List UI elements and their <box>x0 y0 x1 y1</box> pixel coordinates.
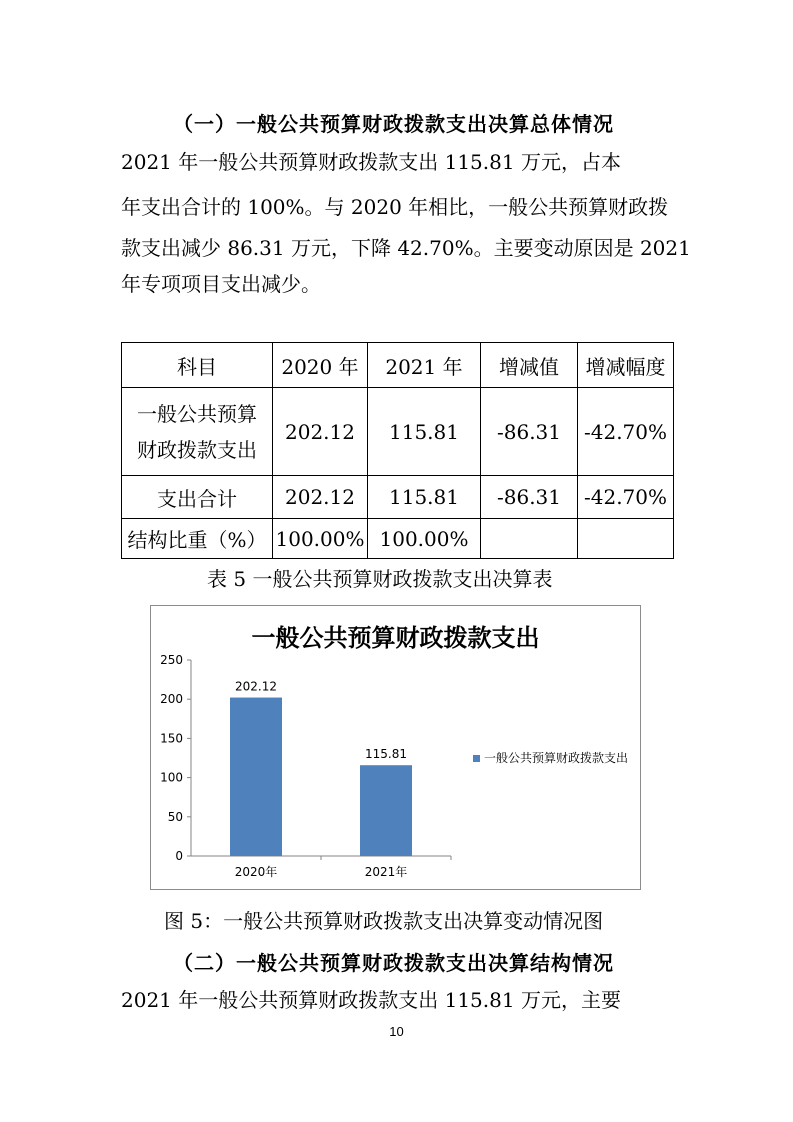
bar-data-label: 115.81 <box>365 747 407 762</box>
row-label-line: 一般公共预算 <box>137 401 257 426</box>
y-tick-label: 250 <box>160 653 183 667</box>
legend-swatch <box>473 755 480 762</box>
table-row <box>122 476 674 519</box>
cell-rate: -42.70% <box>578 388 674 476</box>
page-number: 10 <box>389 1024 404 1039</box>
table-header-row <box>122 343 674 388</box>
row-label: 结构比重（%） <box>122 519 273 559</box>
row-label: 支出合计 <box>122 476 273 519</box>
bar-chart <box>151 606 640 889</box>
row-label <box>122 388 273 476</box>
header-cell-change: 增减值 <box>481 343 578 388</box>
cell-2020: 202.12 <box>273 476 368 519</box>
header-cell-rate: 增减幅度 <box>578 343 674 388</box>
table-caption: 表 5 一般公共预算财政拨款支出决算表 <box>207 567 553 591</box>
cell-rate: -42.70% <box>578 476 674 519</box>
table-row <box>122 519 674 559</box>
cell-change: -86.31 <box>481 388 578 476</box>
row-label-line: 财政拨款支出 <box>137 437 257 462</box>
header-cell-2020: 2020 年 <box>273 343 368 388</box>
paragraph-line-3: 款支出减少 86.31 万元，下降 42.70%。主要变动原因是 2021 <box>121 236 691 260</box>
paragraph-line-5: 2021 年一般公共预算财政拨款支出 115.81 万元，主要 <box>121 988 621 1012</box>
y-tick-label: 200 <box>160 692 183 707</box>
figure-caption: 图 5：一般公共预算财政拨款支出决算变动情况图 <box>164 909 604 933</box>
x-tick-label: 2021年 <box>364 865 408 879</box>
header-cell-subject: 科目 <box>122 343 273 388</box>
paragraph-line-2: 年支出合计的 100%。与 2020 年相比，一般公共预算财政拨 <box>121 195 669 219</box>
paragraph-line-4: 年专项项目支出减少。 <box>121 272 321 296</box>
section-heading-2: （二）一般公共预算财政拨款支出决算结构情况 <box>173 951 614 975</box>
x-tick-label: 2020年 <box>234 865 278 879</box>
y-tick-label: 100 <box>160 770 183 785</box>
cell-2021: 100.00% <box>368 519 481 559</box>
section-heading-1: （一）一般公共预算财政拨款支出决算总体情况 <box>173 112 614 136</box>
chart-title: 一般公共预算财政拨款支出 <box>251 624 540 652</box>
table-row <box>122 388 674 476</box>
cell-change: -86.31 <box>481 476 578 519</box>
expenditure-table <box>121 342 674 559</box>
y-tick-label: 150 <box>160 731 183 746</box>
bar-data-label: 202.12 <box>235 679 277 694</box>
chart-legend <box>473 749 643 767</box>
cell-2021: 115.81 <box>368 476 481 519</box>
y-tick-label: 0 <box>175 849 183 863</box>
cell-change <box>481 519 578 559</box>
header-cell-2021: 2021 年 <box>368 343 481 388</box>
chart-container <box>150 605 641 890</box>
cell-2021: 115.81 <box>368 388 481 476</box>
paragraph-line-1: 2021 年一般公共预算财政拨款支出 115.81 万元，占本 <box>121 150 621 174</box>
y-tick-label: 50 <box>167 809 183 824</box>
bar <box>360 765 412 856</box>
cell-rate <box>578 519 674 559</box>
legend-label: 一般公共预算财政拨款支出 <box>484 751 629 765</box>
cell-2020: 202.12 <box>273 388 368 476</box>
cell-2020: 100.00% <box>273 519 368 559</box>
bar <box>230 698 282 856</box>
